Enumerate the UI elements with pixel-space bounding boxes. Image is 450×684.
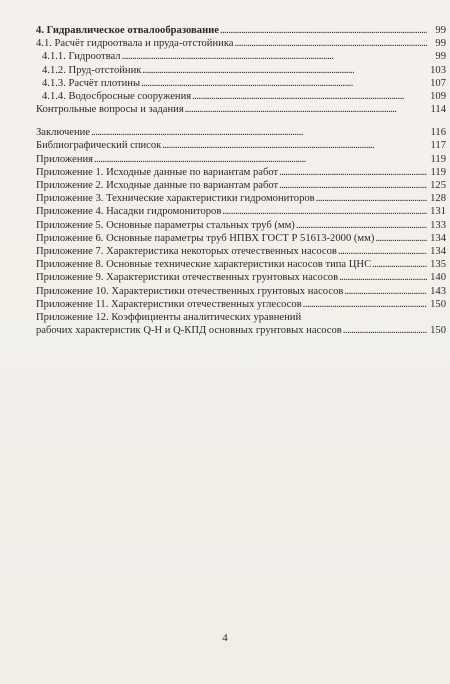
toc-entry-title: Приложение 5. Основные параметры стальных труб (мм): [36, 219, 295, 231]
toc-entry-title-line2: рабочих характеристик Q-H и Q-КПД основных грунтовых насосов: [36, 325, 342, 337]
toc-leader-dots: [303, 298, 427, 311]
toc-entry: [36, 258, 446, 271]
toc-entry-title: Библиографический список: [36, 140, 162, 152]
toc-leader-dots: [122, 50, 427, 63]
toc-leader-dots: [372, 258, 427, 271]
toc-leader-dots: [94, 153, 427, 166]
toc-leader-dots: [141, 77, 427, 90]
toc-entry-title: Контрольные вопросы и задания: [36, 104, 184, 116]
toc-entry-page: 103: [430, 64, 446, 76]
table-of-contents: [36, 24, 446, 337]
toc-entry: [36, 245, 446, 258]
toc-entry-page: 134: [430, 232, 446, 244]
toc-leader-dots: [142, 64, 427, 77]
toc-entry: [36, 153, 446, 166]
toc-entry-page: 114: [430, 104, 446, 116]
toc-entry: [36, 64, 446, 77]
toc-entry: [36, 140, 446, 153]
toc-leader-dots: [279, 179, 427, 192]
page-number: 4: [222, 632, 228, 644]
toc-entry: [36, 192, 446, 205]
toc-entry: [36, 232, 446, 245]
toc-leader-dots: [344, 285, 427, 298]
toc-entry-title: 4.1.4. Водосбросные сооружения: [42, 90, 192, 102]
toc-leader-dots: [235, 37, 427, 50]
toc-entry-title: Приложение 6. Основные параметры труб НПВХ ГОСТ Р 51613-2000 (мм): [36, 232, 375, 244]
toc-entry: [36, 219, 446, 232]
toc-entry-title: Заключение: [36, 127, 91, 139]
toc-entry-title: 4.1.3. Расчёт плотины: [42, 77, 141, 89]
toc-entry: [36, 50, 446, 63]
toc-entry-page: 99: [435, 38, 446, 50]
toc-entry-page: 134: [430, 245, 446, 257]
toc-entry-page: 133: [430, 219, 446, 231]
toc-entry-title: Приложение 10. Характеристики отечественных грунтовых насосов: [36, 285, 344, 297]
toc-leader-dots: [375, 232, 427, 245]
toc-entry: [36, 285, 446, 298]
toc-leader-dots: [338, 245, 427, 258]
toc-leader-dots: [296, 219, 427, 232]
toc-entry-page: 143: [430, 285, 446, 297]
toc-entry-title: Приложение 7. Характеристика некоторых отечественных насосов: [36, 245, 337, 257]
toc-entry-page: 99: [435, 24, 446, 36]
toc-leader-dots: [192, 90, 427, 103]
toc-entry: [36, 298, 446, 311]
toc-entry-page: 128: [430, 193, 446, 205]
toc-entry-page: 150: [430, 298, 446, 310]
toc-entry-page: 150: [430, 325, 446, 337]
toc-entry: [36, 90, 446, 103]
toc-entry: [36, 24, 446, 37]
toc-leader-dots: [279, 166, 427, 179]
toc-entry-title: Приложение 4. Насадки гидромониторов: [36, 206, 222, 218]
toc-entry: [36, 103, 446, 116]
toc-entry-title: Приложение 2. Исходные данные по вариантам работ: [36, 180, 279, 192]
toc-spacer: [36, 116, 446, 126]
toc-entry-title: 4.1.1. Гидроотвал: [42, 51, 121, 63]
toc-entry: [36, 166, 446, 179]
toc-entry-title: Приложение 1. Исходные данные по вариантам работ: [36, 166, 279, 178]
toc-leader-dots: [343, 324, 427, 337]
toc-entry-page: 131: [430, 206, 446, 218]
toc-entry: [36, 205, 446, 218]
toc-entry: [36, 126, 446, 139]
toc-entry: [36, 37, 446, 50]
toc-entry-page: 107: [430, 77, 446, 89]
toc-entry: [36, 271, 446, 284]
toc-leader-dots: [185, 103, 427, 116]
toc-entry-title: 4.1. Расчёт гидроотвала и пруда-отстойника: [36, 38, 234, 50]
toc-entry: [36, 324, 446, 337]
toc-entry-title: Приложение 9. Характеристики отечественных грунтовых насосов: [36, 272, 339, 284]
toc-entry-page: 125: [430, 180, 446, 192]
toc-entry: [36, 77, 446, 90]
toc-entry-page: 109: [430, 90, 446, 102]
toc-leader-dots: [220, 24, 427, 37]
toc-leader-dots: [162, 140, 427, 153]
toc-leader-dots: [91, 126, 427, 139]
toc-entry-title-line1: Приложение 12. Коэффициенты аналитических уравнений: [36, 311, 302, 323]
toc-entry-title: Приложение 3. Технические характеристики гидромониторов: [36, 193, 315, 205]
toc-entry-page: 117: [430, 140, 446, 152]
toc-leader-dots: [316, 192, 427, 205]
toc-entry-page: 119: [430, 166, 446, 178]
toc-entry-page: 140: [430, 272, 446, 284]
toc-entry-title: 4. Гидравлическое отвалообразование: [36, 24, 219, 36]
toc-entry-page: 99: [435, 51, 446, 63]
toc-entry-page: 116: [430, 127, 446, 139]
toc-leader-dots: [222, 205, 427, 218]
toc-entry-page: 135: [430, 259, 446, 271]
toc-entry-title: Приложения: [36, 153, 94, 165]
toc-entry: [36, 179, 446, 192]
toc-entry-title: 4.1.2. Пруд-отстойник: [42, 64, 142, 76]
toc-entry-title: Приложение 8. Основные технические характеристики насосов типа ЦНС: [36, 259, 372, 271]
toc-entry-page: 119: [430, 153, 446, 165]
toc-leader-dots: [339, 271, 427, 284]
toc-entry-title: Приложение 11. Характеристики отечественных углесосов: [36, 298, 302, 310]
